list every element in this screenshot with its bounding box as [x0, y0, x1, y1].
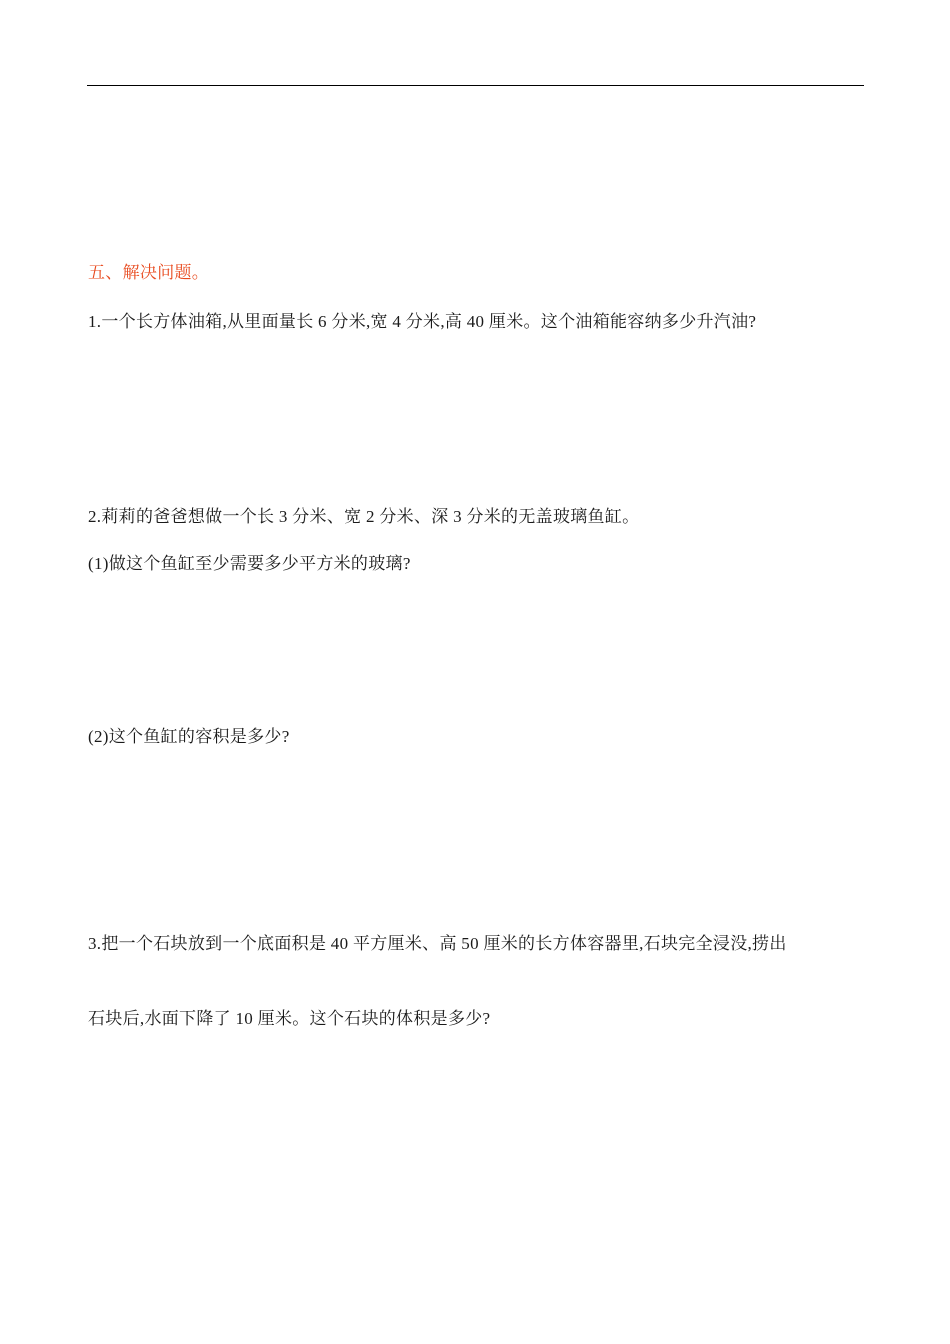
question-2-part-2: (2)这个鱼缸的容积是多少? — [88, 727, 290, 746]
question-1: 1.一个长方体油箱,从里面量长 6 分米,宽 4 分米,高 40 厘米。这个油箱能容纳多少升汽油? — [88, 312, 757, 331]
question-2-part-1: (1)做这个鱼缸至少需要多少平方米的玻璃? — [88, 554, 411, 573]
section-heading: 五、解决问题。 — [88, 263, 210, 282]
question-2: 2.莉莉的爸爸想做一个长 3 分米、宽 2 分米、深 3 分米的无盖玻璃鱼缸。 — [88, 507, 640, 526]
header-rule — [87, 85, 864, 86]
question-3-line-2: 石块后,水面下降了 10 厘米。这个石块的体积是多少? — [88, 1009, 491, 1028]
question-3-line-1: 3.把一个石块放到一个底面积是 40 平方厘米、高 50 厘米的长方体容器里,石块完全浸没,捞出 — [88, 934, 787, 953]
